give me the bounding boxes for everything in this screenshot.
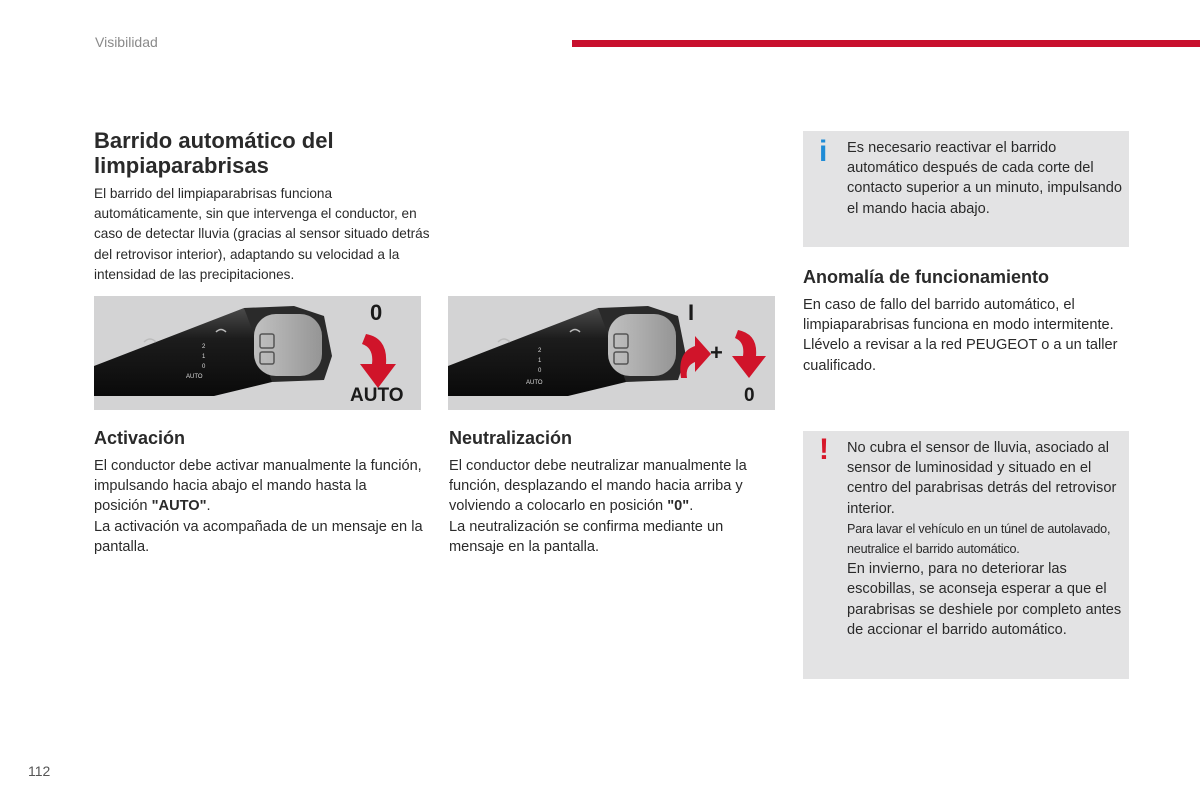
page-number: 112 <box>28 763 51 779</box>
stalk-auto-label: AUTO <box>186 374 203 380</box>
svg-text:0: 0 <box>202 364 206 370</box>
activation-text: El conductor debe activar manualmente la función, impulsando hacia abajo el mando hasta la posición "AUTO". La activación va acompañada de un mensaje en la pantalla. <box>94 458 423 555</box>
warning-note <box>803 431 1129 679</box>
page-title: Barrido automático del limpiaparabrisas <box>94 128 334 178</box>
info-note <box>803 131 1129 247</box>
intro-paragraph: El barrido del limpiaparabrisas funciona automáticamente, sin que intervenga el conductor, en caso de detectar lluvia (gracias al sensor situado detrás del retrovisor interior), adaptando su velocidad a la intensidad de las precipitaciones. <box>94 186 430 282</box>
activation-figure <box>94 296 421 410</box>
neutralization-text: El conductor debe neutralizar manualmente la función, desplazando el mando hacia arriba y volviendo a colocarlo en posición "0". La neutralización se confirma mediante un mensaje en la pantalla. <box>449 458 747 555</box>
down-arrow-icon <box>732 330 766 378</box>
position-label-top: I <box>688 300 695 325</box>
stalk-knob <box>608 314 676 376</box>
svg-text:1: 1 <box>202 354 206 360</box>
info-icon: i <box>819 135 828 168</box>
svg-text:1: 1 <box>538 358 542 364</box>
anomaly-heading: Anomalía de funcionamiento <box>803 267 1050 287</box>
up-arrow-icon <box>680 336 711 378</box>
warning-note-text: No cubra el sensor de lluvia, asociado al sensor de luminosidad y situado en el centro del parabrisas detrás del retrovisor interior. Para lavar el vehículo en un túnel de autolavado, neutralice el barrido automático. En invierno, para no deteriorar las escobillas, se aconseja esperar a que el parabrisas se deshiele por completo antes de accionar el barrido automático. <box>847 440 1122 638</box>
neutralization-heading: Neutralización <box>449 428 573 448</box>
activation-position: "AUTO" <box>151 498 207 515</box>
anomaly-text: En caso de fallo del barrido automático, el limpiaparabrisas funciona en modo intermitente. Llévelo a revisar a la red PEUGEOT o a un taller cualificado. <box>803 297 1118 374</box>
stalk-auto-label: AUTO <box>526 380 543 386</box>
down-arrow-icon <box>360 334 396 388</box>
activation-heading: Activación <box>94 428 186 448</box>
position-label-top: 0 <box>370 300 383 325</box>
plus-sign: + <box>710 340 723 365</box>
wiper-stalk-illustration <box>94 296 421 410</box>
info-note-text: Es necesario reactivar el barrido automático después de cada corte del contacto superior a un minuto, impulsando el mando hacia abajo. <box>847 140 1123 217</box>
header-accent-bar <box>572 40 1200 47</box>
neutralization-figure <box>448 296 775 410</box>
section-title: Visibilidad <box>95 34 158 50</box>
neutralization-position: "0" <box>667 498 690 515</box>
position-label-bottom: 0 <box>744 385 755 406</box>
svg-text:0: 0 <box>538 368 542 374</box>
stalk-knob <box>254 314 322 376</box>
wiper-stalk-illustration <box>448 296 775 410</box>
stalk-body <box>94 308 272 396</box>
svg-text:2: 2 <box>202 344 206 350</box>
position-label-bottom: AUTO <box>350 385 404 406</box>
svg-text:2: 2 <box>538 348 542 354</box>
warning-icon: ! <box>819 433 829 466</box>
